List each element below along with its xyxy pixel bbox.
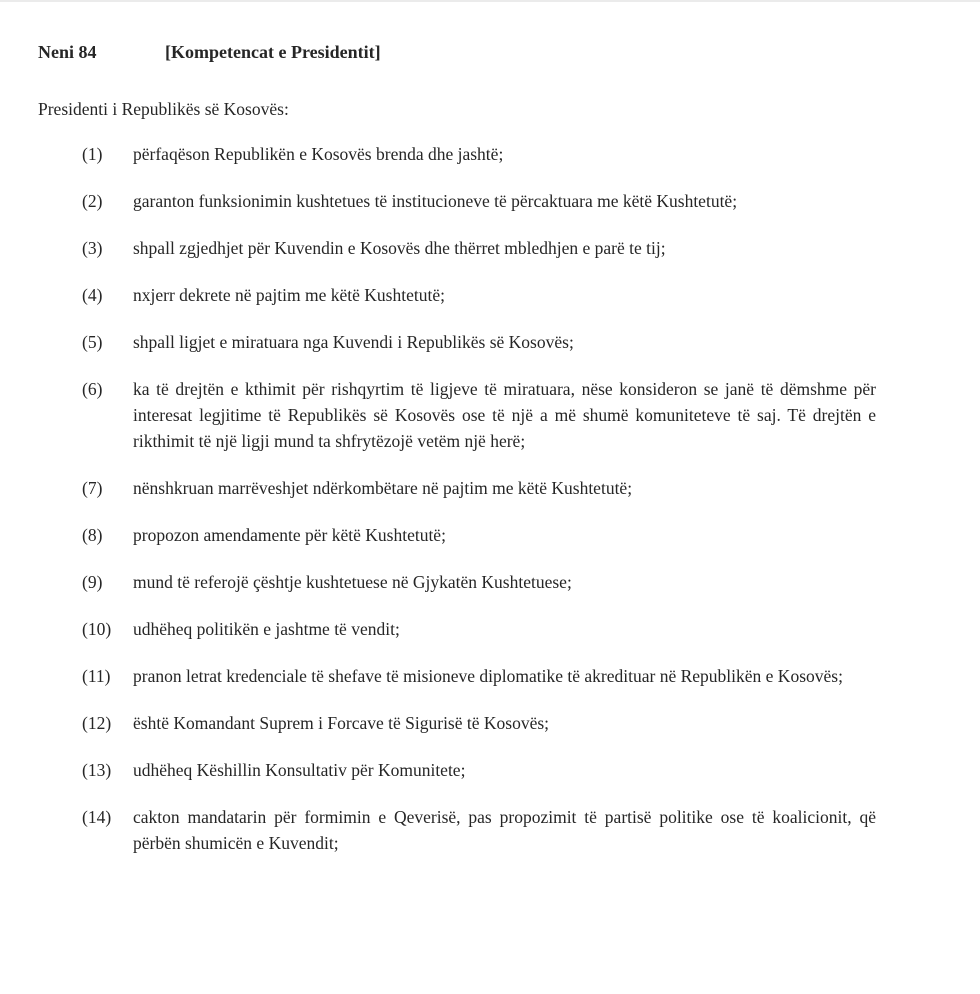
list-item	[0, 235, 980, 261]
list-item-number: (14)	[82, 807, 112, 827]
list-item-text: shpall zgjedhjet për Kuvendin e Kosovës dhe thërret mbledhjen e parë te tij;	[133, 238, 666, 258]
list-item-number: (1)	[82, 144, 103, 164]
list-item-number: (5)	[82, 332, 103, 352]
article-item-list	[0, 141, 980, 877]
list-item-number: (9)	[82, 572, 103, 592]
list-item	[0, 376, 980, 454]
list-item-number: (10)	[82, 619, 112, 639]
list-item	[0, 329, 980, 355]
list-item-number: (3)	[82, 238, 103, 258]
list-item-number: (4)	[82, 285, 103, 305]
list-item-text: ka të drejtën e kthimit për rishqyrtim të ligjeve të miratuara, nëse konsideron se janë të dëmshme për interesat legjitime të Republikës së Kosovës ose të një a më shumë komuniteteve të saj. Të drejtën e rikthimit të një ligji mund ta shfrytëzojë vetëm një herë;	[133, 379, 876, 451]
list-item-text: garanton funksionimin kushtetues të institucioneve të përcaktuara me këtë Kushtetutë;	[133, 191, 738, 211]
list-item-text: përfaqëson Republikën e Kosovës brenda dhe jashtë;	[133, 144, 504, 164]
article-number: Neni 84	[38, 42, 97, 62]
list-item-text: nxjerr dekrete në pajtim me këtë Kushtetutë;	[133, 285, 445, 305]
list-item-text: pranon letrat kredenciale të shefave të misioneve diplomatike të akredituar në Republikën e Kosovës;	[133, 666, 843, 686]
article-heading	[38, 42, 381, 63]
list-item	[0, 569, 980, 595]
list-item	[0, 188, 980, 214]
list-item	[0, 663, 980, 689]
list-item-text: cakton mandatarin për formimin e Qeverisë, pas propozimit të partisë politike ose të koalicionit, që përbën shumicën e Kuvendit;	[133, 807, 876, 853]
list-item-number: (6)	[82, 379, 103, 399]
list-item-text: udhëheq politikën e jashtme të vendit;	[133, 619, 400, 639]
list-item-text: udhëheq Këshillin Konsultativ për Komunitete;	[133, 760, 466, 780]
list-item-number: (7)	[82, 478, 103, 498]
list-item	[0, 141, 980, 167]
list-item	[0, 804, 980, 856]
article-intro: Presidenti i Republikës së Kosovës:	[38, 99, 289, 119]
list-item	[0, 616, 980, 642]
list-item-text: shpall ligjet e miratuara nga Kuvendi i Republikës së Kosovës;	[133, 332, 574, 352]
list-item	[0, 710, 980, 736]
list-item-number: (13)	[82, 760, 112, 780]
list-item	[0, 282, 980, 308]
list-item-text: është Komandant Suprem i Forcave të Sigurisë të Kosovës;	[133, 713, 550, 733]
list-item-number: (2)	[82, 191, 103, 211]
list-item	[0, 757, 980, 783]
list-item	[0, 475, 980, 501]
list-item-text: nënshkruan marrëveshjet ndërkombëtare në pajtim me këtë Kushtetutë;	[133, 478, 633, 498]
list-item-number: (8)	[82, 525, 103, 545]
article-title: [Kompetencat e Presidentit]	[165, 42, 381, 62]
list-item-text: mund të referojë çështje kushtetuese në Gjykatën Kushtetuese;	[133, 572, 572, 592]
list-item	[0, 522, 980, 548]
list-item-text: propozon amendamente për këtë Kushtetutë;	[133, 525, 446, 545]
list-item-number: (12)	[82, 713, 112, 733]
list-item-number: (11)	[82, 666, 111, 686]
